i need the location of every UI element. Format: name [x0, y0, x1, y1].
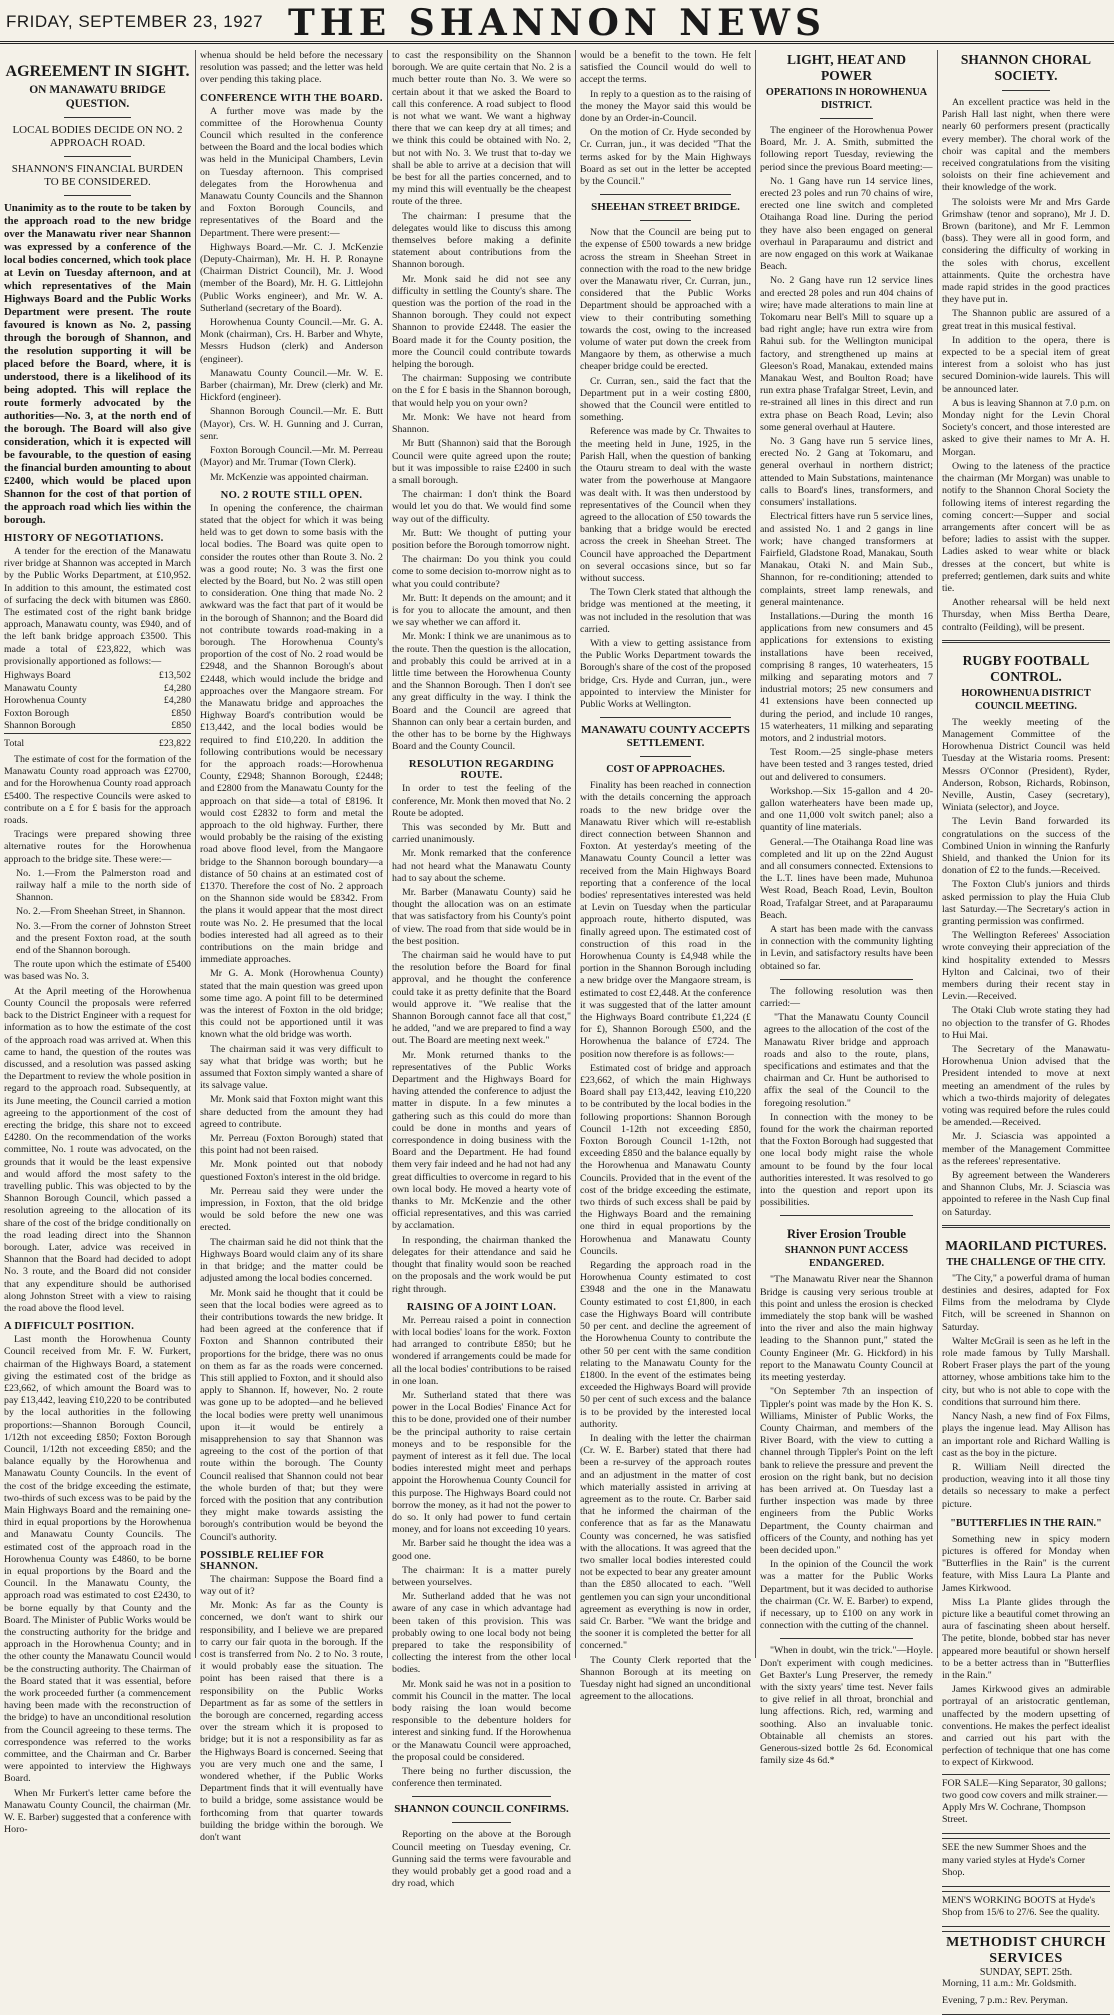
paragraph: Mr Butt (Shannon) said that the Borough Council were quite agreed upon the route; but it was impossible to raise £2400 in such a small borough. — [392, 438, 571, 486]
table-cell: Total — [4, 733, 139, 750]
article-subheadline: SHANNON PUNT ACCESS ENDANGERED. — [784, 1245, 909, 1270]
paragraph: In opening the conference, the chairman stated that the object for which it was being held was to get down to some basis with the local bodies. The Board was quite open to consider the routes other than Route 3. No. 2 was a good route; No. 3 was the first one elected by the Board, but No. 2 was still open to consideration. One thing that made No. 2 awkward was the fact that part of it would be in the borough of Shannon; and the Board did not contribute towards road-making in a borough. The Horowhenua County's proportion of the cost of No. 2 road would be £2948, and the Shannon Borough's about £2448, which would include the bridge and approaches over the Mangaore stream. For the Manawatu bridge and approaches the Highway Board's contribution would be £13,442, and the local bodies would be required to find £10,220. In addition the following contributions would be necessary for the approach roads:—Horowhenua County, £2948; Shannon Borough, £2448; and £2800 from the Manawatu County for the approach on that side—a total of £8196. It would cost £2832 to form and metal the approach to the old highway. Further, there would probably be the raising of the existing road above flood level, from the Mangaore bridge to the Shannon borough boundary—a distance of 50 chains at an estimated cost of £1370. Therefore the cost of No. 2 approach on the Shannon side would be £8342. From the plans it would appear that the most direct route was No. 2. He presumed that the local bodies interested had all agreed as to their contributions on the main bridge and immediate approaches. — [200, 502, 383, 966]
ad-text: SEE the new Summer Shoes and the many varied styles at Hyde's Corner Shop. — [942, 1842, 1087, 1878]
paragraph: The chairman said he did not think that the Highways Board would claim any of its share in that bridge; and the matter could be adjusted among the local bodies concerned. — [200, 1236, 383, 1285]
paragraph: This was seconded by Mr. Butt and carried unanimously. — [392, 821, 571, 846]
section-subheading: RAISING OF A JOINT LOAN. — [406, 1301, 557, 1313]
paragraph: The engineer of the Horowhenua Power Board, Mr. J. A. Smith, submitted the following report Tuesday, reviewing the period since the previous Board meeting:— — [760, 125, 933, 173]
paragraph: "The Manawatu River near the Shannon Bridge is causing very serious trouble at this point and unless the erosion is checked immediately the stop bank will be washed into the river and also the main highway leading to the Shannon punt," stated the County Engineer (Mr. G. Hickford) in his report to the Manawatu County Council at its meeting yesterday. — [760, 1274, 933, 1384]
paragraph: The soloists were Mr and Mrs Garde Grimshaw (tenor and soprano), Mr J. D. Brown (baritone), and Mr F. Lemmon (bass). They were all in good form, and considering the difficulty of working in the soles with chorus, excellent attainments. Quite the orchestra have made rapid strides in the good practices they have put in. — [942, 196, 1110, 306]
classified-ad — [942, 1891, 1110, 1927]
paragraph: When Mr Furkert's letter came before the Manawatu County Council, the chairman (Mr. W. E. Barber) suggested that a conference with Horo- — [4, 1787, 191, 1836]
divider — [820, 118, 873, 119]
paragraph: In reply to a question as to the raising of the money the Mayor said this would be done by an Order-in-Council. — [580, 88, 751, 125]
paragraph: Now that the Council are being put to the expense of £500 towards a new bridge across the stream in Sheehan Street in connection with the road to the new bridge over the Manawatu river, Cr. Curran, jun., considered that the Public Works Department should be approached with a view to their contributing something towards the cost, owing to the increased volume of water put down the creek from Mangaore by them, as otherwise a much cheaper bridge could be erected. — [580, 227, 751, 373]
table-cell: Horowhenua County — [4, 695, 87, 707]
paragraph: The chairman: Do you think you could come to some decision to-morrow night as to what you could contribute? — [392, 554, 571, 590]
section-subheading: A DIFFICULT POSITION. — [4, 1321, 135, 1333]
article-subheadline: THE CHALLENGE OF THE CITY. — [946, 1256, 1106, 1268]
church-notice — [942, 1931, 1110, 2014]
paragraph: Highways Board.—Mr. C. J. McKenzie (Deputy-Chairman), Mr. H. H. P. Ronayne (Chairman District Council), Mr. J. Wood (member of the Board), Mr. H. G. Littlejohn (Public Works engineer), and Mr. W. A. Sutherland (secretary of the Board). — [200, 241, 383, 314]
paragraph: Reporting on the above at the Borough Council meeting on Tuesday evening, Cr. Gunning said the terms were favourable and they would probably get a good road and a dry road, which — [392, 1829, 571, 1890]
paragraph: The weekly meeting of the Management Committee of the Horowhenua District Council was held Tuesday at the Wistaria rooms. Present: Messrs O'Connor (President), Ryder, Anderson, Robson, Richards, Robinson, Neville, Austin, Casey (secretary), Winiata (selector), and Joyce. — [942, 716, 1110, 814]
article-headline: SHANNON CHORAL SOCIETY. — [960, 52, 1092, 83]
paragraph: The chairman said it was very difficult to say what that bridge was worth; but he assumed that Foxton simply wanted a share of its salvage value. — [200, 1043, 383, 1092]
paragraph: Mr. Monk: I think we are unanimous as to the route. Then the question is the allocation, and probably this could be arrived at in a little time between the Horowhenua County and the Shannon Borough. Then I don't see any great difficulty in the way. I think the Board and the Council are agreed that Shannon can only bear a certain burden, and the other has to be borne by the Highways Board and the County Council. — [392, 631, 571, 753]
paragraph: Regarding the approach road in the Horowhenua County estimated to cost £3948 and the one in the Manawatu County estimated to cost £1,800, in each case the Highways Board will contribute 50 per cent. and decline the agreement of the Horowhenua County to contribute the other 50 per cent with the same condition relating to the Manawatu County for the £1800. In the event of the estimates being exceeded the Highways Board will provide 50 per cent of such excess and the balance is to be provided by the interested local authority. — [580, 1260, 751, 1430]
paragraph: The chairman: I don't think the Board would let you do that. We would find some way out of the difficulty. — [392, 489, 571, 525]
paragraph: The route upon which the estimate of £5400 was based was No. 3. — [4, 959, 191, 983]
paragraph: The chairman: It is a matter purely between yourselves. — [392, 1564, 571, 1588]
article-headline: RUGBY FOOTBALL CONTROL. — [962, 652, 1090, 684]
paragraph: Mr. Butt: It depends on the amount; and it is for you to allocate the amount, and then we say whether we can afford it. — [392, 592, 571, 629]
church-notice-service: Morning, 11 a.m.: Mr. Goldsmith. — [942, 1978, 1077, 1990]
divider — [600, 194, 731, 195]
paragraph: "The City," a powerful drama of human destinies and desires, adapted for Fox Films from the melodrama by Clyde Fitch, will be screened in Shannon on Saturday. — [942, 1272, 1110, 1333]
divider — [780, 1638, 913, 1639]
divider — [942, 1225, 1110, 1228]
section-subheading: NO. 2 ROUTE STILL OPEN. — [220, 489, 363, 501]
article-subheadline: COST OF APPROACHES. — [606, 764, 725, 776]
column-3 — [388, 50, 576, 1890]
divider — [640, 220, 691, 221]
article-headline: MAORILAND PICTURES. — [945, 1237, 1107, 1253]
divider — [942, 640, 1110, 643]
article-lead: Unanimity as to the route to be taken by the approach road to the new bridge over the Manawatu river near Shannon was expressed by a conference of the local bodies concerned, which took place at Levin on Tuesday afternoon, and at which representatives of the Main Highways Board and the Public Works Department were present. The route favoured is known as No. 2, passing through the borough of Shannon, and the resolution supporting it will be placed before the Board, where, it is understood, there is a likelihood of its being adopted. This will replace the route formerly advocated by the authorities—No. 3, at the north end of the borough. The Board will also give consideration, which it is expected will be favourable, to the question of easing the financial burden amounting to about £2400, which would be placed upon Shannon for the cost of that portion of the approach road which lies within the borough. — [4, 202, 191, 526]
paragraph: No. 3 Gang have run 5 service lines, erected No. 2 Gang at Tokomaru, and general overhaul in northern district; attended to Main Substations, maintenance calls to Board's lines, transformers, and consumers' installations. — [760, 436, 933, 509]
paragraph: Something new in spicy modern pictures is offered for Monday when "Butterflies in the Rain" is the current feature, with Miss Laura La Plante and James Kirkwood. — [942, 1533, 1110, 1594]
route-item: No. 1.—From the Palmerston road and railway half a mile to the north side of Shannon. — [16, 867, 191, 904]
table-cell: Foxton Borough — [4, 707, 70, 719]
paragraph: In dealing with the letter the chairman (Cr. W. E. Barber) stated that there had been a re-survey of the approach routes and an adjustment in the matter of cost which materially assisted in arriving at agreement as to the route. Cr. Barber said that he informed the chairman of the conference that as far as the Manawatu County was concerned, he was satisfied with the allocations. It was agreed that the two smaller local bodies interested could not be expected to bear any greater amount than the £850 allocated to each. "Well gentlemen you can sign your unconditional agreement as everything is now in order, said Cr. Barber. "We want the bridge and the sooner it is completed the better for all concerned." — [580, 1432, 751, 1652]
paragraph: A bus is leaving Shannon at 7.0 p.m. on Monday night for the Levin Choral Society's concert, and those interested are asked to give their names to Mr A. H. Morgan. — [942, 397, 1110, 458]
church-notice-service: Evening, 7 p.m.: Rev. Peryman. — [942, 1994, 1068, 2006]
article-headline: LIGHT, HEAT AND POWER — [787, 52, 906, 83]
divider — [780, 979, 913, 980]
paragraph: The chairman: Suppose the Board find a way out of it? — [200, 1573, 383, 1597]
table-cell: Highways Board — [4, 670, 71, 682]
paragraph: Mr. Monk: As far as the County is concerned, we don't want to shirk our responsibility, and I believe we are prepared to carry our fair quota in the borough. If the cost is transferred from No. 2 to No. 3 route, it would probably ease the situation. The point has been raised that there is a responsibility on the Public Works Department as far as some of the settlers in the borough are concerned, regarding access over the stream which it is proposed to bridge; but it is not a responsibility as far as the Highways Board is concerned. Seeing that you are very much one and the same, I wondered whether, if the Public Works Department finds that it will eventually have to build a bridge, some assistance would be forthcoming from that quarter towards building the bridge within the borough. We don't want — [200, 1600, 383, 1844]
resolution-quote: "That the Manawatu County Council agrees to the allocation of the cost of the Manawatu River bridge and approach roads and also to the route, plans, specifications and estimates and that the chairman and Cr. Hunt be authorised to affix the seal of the Council to the foregoing resolution." — [764, 1012, 929, 1109]
paragraph: Miss La Plante glides through the picture like a beautiful comet throwing an aura of fascinating sheen about herself. The petite, blonde, bobbed star has never appeared more beautiful or shown herself to be a better actress than in "Butterflies in the Rain." — [942, 1596, 1110, 1681]
paragraph: The Otaki Club wrote stating they had no objection to the transfer of G. Rhodes to Hui Mai. — [942, 1005, 1110, 1041]
paragraph: Mr. Perreau said they were under the impression, in Foxton, that the old bridge would be sold before the new one was erected. — [200, 1185, 383, 1234]
paragraph: Mr. Monk: We have not heard from Shannon. — [392, 411, 571, 436]
paragraph: Test Room.—25 single-phase meters have been tested and 3 ranges tested, dried out and delivered to consumers. — [760, 747, 933, 783]
paragraph: Reference was made by Cr. Thwaites to the meeting held in June, 1925, in the Parish Hall, when the question of banking the Otauru stream to deal with the waste water from the powerhouse at Mangaore was dealt with. It was then understood by representatives of the Council when they agreed to the allocation of £50 towards the banking that a bridge would be erected across the creek in Sheehan Street. The Council have approached the Department on several occasions since, but so far without success. — [580, 426, 751, 584]
article-deck: LOCAL BODIES DECIDE ON NO. 2 APPROACH ROAD. — [12, 124, 183, 149]
paragraph: Mr. Perreau raised a point in connection with local bodies' loans for the work. Foxton had arranged to contribute £850; but he wondered if arrangements could be made for all the local bodies' contributions to be raised in one loan. — [392, 1314, 571, 1387]
paragraph: Electrical fitters have run 5 service lines, and assisted No. 1 and 2 gangs in line work; have changed transformers at Fairfield, Gladstone Road, Manakau, South Manakau, Otaki N. and Main Sub., Shannon, for re-conditioning; attended to complaints, street lamp renewals, and general maintenance. — [760, 511, 933, 608]
church-notice-title: METHODIST CHURCH SERVICES — [946, 1935, 1106, 1967]
table-cell: £4,280 — [163, 695, 191, 707]
paragraph: Mr G. A. Monk (Horowhenua County) stated that the main question was greed upon some time ago. A point fill to be determined was the interest of Foxton in the old bridge; this could not be apportioned until it was known what the old bridge was worth. — [200, 968, 383, 1041]
paragraph: Mr. Monk returned thanks to the representatives of the Public Works Department and the Highways Board for having attended the conference to adjust the matter in dispute. In a few minutes a gathering such as this could do more than could be done in months and years of correspondence in doing business with the Board and the Department. He had found them very fair indeed and he had not had any great difficulties to overcome in regard to his own local body. He moved a hearty vote of thanks to Mr. McKenzie and the other official representatives, and this was carried by acclamation. — [392, 1049, 571, 1232]
paragraph: Nancy Nash, a new find of Fox Films, plays the ingenue lead. May Allison has an important role and Richard Walling is cast as the boy in the picture. — [942, 1411, 1110, 1459]
table-row — [4, 683, 191, 696]
paragraph: In connection with the money to be found for the work the chairman reported that the Foxton Borough had suggested that one local body might raise the whole amount to be found by the four local authorities interested. It was resolved to go into the question and report upon its possibilities. — [760, 1111, 933, 1209]
paragraph: to cast the responsibility on the Shannon borough. We are quite certain that No. 2 is a much better route than No. 3. We were so certain about it that we asked the Board to call this conference. A road subject to flood is not what we want. We want a highway there that we can keep dry at all times; and we think this could be obtained with No. 2, but not with No. 3. We trust that to-day we shall be able to arrive at a decision that will be best for all the parties concerned, and to my mind this will eventually be the cheapest route of the three. — [392, 50, 571, 208]
paragraph: Mr. Butt: We thought of putting your position before the Borough tomorrow night. — [392, 527, 571, 551]
divider — [64, 195, 131, 196]
paragraph: Finality has been reached in connection with the details concerning the approach roads to the new bridge over the Manawatu River which will re-establish direct connection between Shannon and Foxton. At yesterday's meeting of the Manawatu County Council a letter was received from the Main Highways Board reporting that a conference of the local bodies' representatives interested was held at Levin on Tuesday when the particular approach route, hitherto disputed, was finally agreed upon. The estimated cost of construction of this road in the Horowhenua County is £4,948 while the portion in the Shannon Borough including a new bridge over the Mangaore stream, is estimated to cost £2,448. At the conference it was suggested that of the latter amount the Highways Board contribute £1,224 (£ for £), Shannon Borough £500, and the Horowhenua the balance of £724. The position now therefore is as follows:— — [580, 780, 751, 1060]
paragraph: Mr. J. Sciascia was appointed a member of the Management Committee as the referees' representative. — [942, 1131, 1110, 1167]
paragraph: The chairman: Supposing we contribute on the £ for £ basis in the Shannon borough, that would help you on your own? — [392, 373, 571, 409]
paragraph: R. William Neill directed the production, weaving into it all those tiny details so necessary to make a perfect picture. — [942, 1461, 1110, 1510]
paragraph: In addition to the opera, there is expected to be a special item of great interest from a soloist who has just secured Dominion-wide laurels. This will be announced later. — [942, 334, 1110, 395]
paragraph: Mr. McKenzie was appointed chairman. — [210, 471, 369, 483]
paragraph: Installations.—During the month 16 applications from new consumers and 45 applications for extensions to existing installations have been received, comprising 8 ranges, 10 waterheaters, 15 milking and separating motors and 7 industrial motors; 25 new consumers and 41 extensions have been connected up during the period, and include 10 ranges, 15 waterheaters, 11 milking and separating motors, and 2 industrial motors. — [760, 610, 933, 744]
advertisement: "When in doubt, win the trick."—Hoyle. Don't experiment with cough medicines. Get Baxter's Lung Preserver, the remedy with the sixty years' time test. Never fails to give relief in all throat, bronchial and lung affections. Rich, red, warming and soothing. Also an invaluable tonic. Obtainable all chemists an stores. Generous-sized bottle 2s 6d. Economical family size 4s 6d.* — [760, 1645, 933, 1767]
paragraph: The Shannon public are assured of a great treat in this musical festival. — [942, 308, 1110, 332]
paragraph: Another rehearsal will be held next Thursday, when Miss Bertha Deare, contralto (Feilding), will be present. — [942, 597, 1110, 633]
paragraph: By agreement between the Wanderers and Shannon Clubs, Mr. J. Sciascia was appointed to referee in the Nash Cup final on Saturday. — [942, 1170, 1110, 1218]
paragraph: Mr. Sutherland added that he was not aware of any case in which advantage had been taken of this provision. This was probably owing to one local body not being prepared to take the responsibility of collecting the interest from the other local bodies. — [392, 1591, 571, 1676]
article-subheadline: OPERATIONS IN HOROWHENUA DISTRICT. — [765, 87, 928, 111]
paragraph: The Foxton Club's juniors and thirds asked permission to play the Huia Club last Saturday.—The Secretary's action in granting permission was confirmed. — [942, 879, 1110, 927]
article-deck: SHANNON'S FINANCIAL BURDEN TO BE CONSIDERED. — [11, 163, 184, 188]
newspaper-title: THE SHANNON NEWS — [287, 2, 827, 44]
paragraph: The estimate of cost for the formation of the Manawatu County road approach was £2700, and for the Horowhenua County road approach £5400. The respective Councils were asked to contribute on a £ for £ basis for the approach roads. — [4, 754, 191, 827]
article-headline: SHEEHAN STREET BRIDGE. — [591, 201, 740, 214]
table-cell: £4,280 — [163, 682, 191, 694]
paragraph: A tender for the erection of the Manawatu river bridge at Shannon was accepted in March by the Public Works Department, at £10,952. In addition to this amount, the estimated cost of surfacing the deck with bitumen was £860. The estimated cost of the right bank bridge approach, Manawatu county, was £940, and of the left bank bridge approach £3500. This made a total of £23,822, which was provisionally apportioned as follows:— — [4, 546, 191, 667]
divider — [1002, 90, 1050, 91]
classified-ad — [942, 1838, 1110, 1887]
paragraph: whenua should be held before the necessary resolution was passed; and the letter was held over pending this taking place. — [200, 50, 383, 86]
paragraph: With a view to getting assistance from the Public Works Department towards the Borough's share of the cost of the proposed bridge, Crs. Hyde and Curran, jun., were appointed to interview the Minister for Public Works at Wellington. — [580, 637, 751, 710]
paragraph: Workshop.—Six 15-gallon and 4 20-gallon waterheaters have been made up, and one 11,000 volt switch panel; also a quantity of line materials. — [760, 785, 933, 834]
section-subheading: POSSIBLE RELIEF FOR SHANNON. — [200, 1549, 325, 1572]
table-row — [4, 720, 191, 733]
article-headline: MANAWATU COUNTY ACCEPTS SETTLEMENT. — [581, 724, 750, 750]
section-subheading: "BUTTERFLIES IN THE RAIN." — [950, 1517, 1102, 1529]
paragraph: Tracings were prepared showing three alternative routes for the Horowhenua approach to the bridge site. These were:— — [4, 829, 191, 865]
paragraph: No. 2 Gang have run 12 service lines and erected 28 poles and run 404 chains of wire; have made alterations to main line at Tokomaru near Bell's Mill to square up a bad right angle; have run extra wire from Rahui sub. for the Wellington municipal factory, and strengthened up mains at Gleeson's Road, Manakau, extended mains Manakau West, and Boulton Road; have run extra phase Trafalgar Street, Levin, and re-strained all lines in this direct and run extra phase on Beach Road, Levin; also some general overhaul at Hautere. — [760, 275, 933, 433]
paragraph: At the April meeting of the Horowhenua County Council the proposals were referred back to the District Engineer with a request for information as to how the estimate of the cost of the approach road was arrived at. When this came to hand, the question of the routes was discussed, and a resolution was passed asking the Department to review the whole position in regard to the approach road. Subsequently, at its June meeting, the Council carried a motion agreeing to the apportionment of the cost of erecting the bridge, this share not to exceed £4280. On the recommendation of the works committee, No. 1 route was advocated, on the grounds that it would be the least expensive and would afford the most safety to the travelling public. This was objected to by the Shannon Borough Council, which passed a resolution agreeing to the allocation of its share of the cost of the bridge conditionally on the road leading direct into the Shannon borough. Later, advice was received in Shannon that the Board had decided to adopt No. 3 route, and the Board did not consider that any expenditure should be authorised along Johnston Street with a view to raising the road above the flood level. — [4, 985, 191, 1314]
paragraph: The chairman said he would have to put the resolution before the Board for final approval, and he thought the conference could take it as pretty definite that the Board would approve it. "We realise that the Shannon Borough cannot face all that cost," he added, "and we are prepared to find a way out. The Board are meeting next week." — [392, 950, 571, 1047]
paragraph: Owing to the lateness of the practice the chairman (Mr Morgan) was unable to notify to the Shannon Choral Society the following items of interest regarding the coming concert:—Supper and social arrangements after concert will be as before; ladies to assist with the supper. Ladies asked to wear white or black dresses at the concert, but white is preferred; gentlemen, dark suits and white tie. — [942, 460, 1110, 594]
article-headline: AGREEMENT IN SIGHT. — [5, 63, 190, 80]
paragraph: "On September 7th an inspection of Tippler's point was made by the Hon K. S. Williams, Minister of Public Works, the County Chairman, and members of the River Board, with the view to cutting a channel through Tippler's Point on the left bank to relieve the pressure and prevent the erosion on the right bank, but no decision has been arrived at. On Tuesday last a further inspection was made by three engineers from the Public Works Department, the County chairman and officers of the County, and nothing has yet been decided upon." — [760, 1386, 933, 1556]
paragraph: The Wellington Referees' Association wrote conveying their appreciation of the kind hospitality extended to Messrs Hylton and Calcinai, two of their members during their recent stay in Levin.—Received. — [942, 930, 1110, 1003]
divider — [64, 117, 131, 118]
paragraph: Mr. Sutherland stated that there was power in the Local Bodies' Finance Act for this to be done, provided one of their number be the principal authority to raise certain moneys and to be responsible for the payment of interest as it fell due. The local bodies interested might meet and perhaps appoint the Horowhenua County Council for this purpose. The Highways Board could not borrow the money, as it had not the power to do so. It only had power to fund certain money, and for loans not exceeding 10 years. — [392, 1389, 571, 1536]
paragraph: In the opinion of the Council the work was a matter for the Public Works Department, but it was decided to authorise the chairman (Cr. W. E. Barber) to expend, if necessary, up to £100 on any work in connection with the cutting of the channel. — [760, 1559, 933, 1632]
section-subheading: CONFERENCE WITH THE BOARD. — [200, 92, 383, 104]
route-item: No. 2.—From Sheehan Street, in Shannon. — [16, 906, 186, 918]
column-1 — [0, 50, 196, 1836]
divider — [780, 1215, 913, 1216]
table-cell: Manawatu County — [4, 682, 78, 694]
article-headline: River Erosion Trouble — [786, 1227, 906, 1242]
table-cell: Shannon Borough — [4, 720, 76, 732]
paragraph: The Town Clerk stated that although the bridge was mentioned at the meeting, it was not included in the resolution that was carried. — [580, 587, 751, 635]
paragraph: A start has been made with the canvass in connection with the community lighting in Levin, and satisfactory results have been obtained so far. — [760, 924, 933, 972]
paragraph: Mr. Perreau (Foxton Borough) stated that this point had not been raised. — [200, 1133, 383, 1157]
column-2 — [196, 50, 388, 1844]
divider — [640, 756, 691, 757]
paragraph: Horowhenua County Council.—Mr. G. A. Monk (chairman), Crs. H. Barber and Whyte, Messrs Hudson (clerk) and Anderson (engineer). — [200, 317, 383, 365]
paragraph: The County Clerk reported that the Shannon Borough at its meeting on Tuesday night had signed an unconditional agreement to the allocations. — [580, 1654, 751, 1703]
paragraph: Shannon Borough Council.—Mr. E. Butt (Mayor), Crs. W. H. Gunning and J. Curran, senr. — [200, 406, 383, 442]
table-total-row — [4, 733, 191, 750]
ad-text: FOR SALE—King Separator, 30 gallons; two good cow covers and milk strainer.—Apply Mrs W. Cochrane, Thompson Street. — [942, 1777, 1108, 1826]
paragraph: The Secretary of the Manawatu-Horowhenua Union advised that the President intended to move at next meeting an amendment of the rules by which a two-thirds majority of delegates voting was required before the rules could be amended.—Received. — [942, 1044, 1110, 1129]
paragraph: There being no further discussion, the conference then terminated. — [392, 1766, 571, 1790]
ad-text: MEN'S WORKING BOOTS at Hyde's Shop from 15/6 to 27/6. See the quality. — [942, 1895, 1100, 1919]
table-row — [4, 708, 191, 721]
column-6 — [938, 50, 1114, 2006]
route-item: No. 3.—From the corner of Johnston Street and the present Foxton road, at the south end of the Shannon borough. — [16, 920, 191, 957]
paragraph: The following resolution was then carried:— — [760, 985, 933, 1010]
paragraph: James Kirkwood gives an admirable portrayal of an aristocratic gentleman, unaffected by the modern upsetting of conventions. He makes the perfect idealist and carried out his part with the perfection of technique that one has come to expect of Kirkwood. — [942, 1684, 1110, 1769]
column-4 — [576, 50, 756, 1703]
cost-table — [4, 670, 191, 750]
paragraph: Mr. Monk remarked that the conference had not heard what the Manawatu County had to say about the scheme. — [392, 848, 571, 884]
paragraph: No. 1 Gang have run 14 service lines, erected 23 poles and run 70 chains of wire, erected one line switch and completed Otaihanga Road line. During the period they have also been engaged on general overhaul in Paraparaumu and district and are now engaged on this work at Waikanae Beach. — [760, 175, 933, 273]
paragraph: Cr. Curran, sen., said the fact that the Department put in a weir costing £800, showed that the Council were entitled to something. — [580, 375, 751, 424]
paragraph: Mr. Barber (Manawatu County) said he thought the allocation was on an estimate that was satisfactory from his County's point of view. The road from that side would be in the best position. — [392, 887, 571, 947]
paragraph: On the motion of Cr. Hyde seconded by Cr. Curran, jun., it was decided "That the terms asked for by the Main Highways Board as set out in the letter be accepted by the Council." — [580, 127, 751, 188]
table-cell: £850 — [171, 707, 191, 719]
paragraph: The Levin Band forwarded its congratulations on the success of the Combined Union in winning the Ranfurly Shield, and thanked the Union for its donation of £2 to the funds.—Received. — [942, 816, 1110, 877]
paragraph: Mr. Monk said he was not in a position to commit his Council in the matter. The local body raising the loan would become responsible to the debenture holders for interest and sinking fund. If the Horowhenua or the Manawatu Council were approached, the proposal could be considered. — [392, 1678, 571, 1763]
divider — [452, 1822, 511, 1823]
paragraph: Estimated cost of bridge and approach £23,662, of which the main Highways Board shall pay £13,442, leaving £10,220 to be contributed by the local bodies in the following proportions: Shannon Borough Council 1-12th not exceeding £850, Foxton Borough Council 1-12th, not exceeding £850 and the balance equally by the Horowhenua and Manawatu County Councils. Provided that in the event of the cost of the bridge exceeding the estimate, two thirds of such excess shall be paid by the Highways Board and the remaining one third in equal proportions by the Horowhenua and Manawatu County Councils. — [580, 1062, 751, 1257]
paragraph: General.—The Otaihanga Road line was completed and lit up on the 22nd August and all consumers connected. Extensions to the L.T. lines have been made, Muhunoa West Road, Beach Road, Levin, Boulton Road, Trafalgar Street, and at Paraparaumu Beach. — [760, 836, 933, 921]
paragraph: Foxton Borough Council.—Mr. M. Perreau (Mayor) and Mr. Trumar (Town Clerk). — [200, 445, 383, 469]
table-cell: £13,502 — [158, 670, 191, 682]
paragraph: Last month the Horowhenua County Council received from Mr. F. W. Furkert, chairman of the Highways Board, a statement giving the estimated cost of the bridge as £23,662, of which amount the Board was to pay £13,442, leaving £10,220 to be contributed by the local authorities in the following proportions:—Shannon Borough Council, 1/12th not exceeding £850; Foxton Borough Council, 1/12th not exceeding £850; and the balance equally by the Horowhenua and Manawatu County Councils. In the event of the cost of the bridge exceeding the estimate, two-thirds of such excess was to be paid by the Main Highways Board and the remaining one-third in equal proportions by the Horowhenua and Manawatu County Councils. The estimated cost of the approach road in the Horowhenua County was £4860, to be borne in equal proportions by the Board and the Council. In the Manawatu County, the approach road was estimated to cost £2430, to be borne equally by that County and the Board. The Minister of Public Works would be the constructing authority for the bridge and approach in the Horowhenua County; and in the other county the Manawatu Council would be the constructing authority. The Chairman of the Board stated that it was essential, before the work proceeded further (a commencement having been made with the reconstruction of the bridge) to have an unconditional resolution from the Council agreeing to these terms. The correspondence was referred to the works committee, and the Chairman and Cr. Barber were appointed to interview the Highways Board. — [4, 1334, 191, 1785]
divider — [600, 717, 731, 718]
paragraph: Walter McGrail is seen as he left in the role made famous by Tully Marshall. Robert Fraser plays the part of the young attorney, whose ambitions take him to the city, but who is not able to cope with the conditions that surround him there. — [942, 1335, 1110, 1408]
table-row — [4, 695, 191, 708]
paragraph: Mr. Monk pointed out that nobody questioned Foxton's interest in the old bridge. — [200, 1159, 383, 1183]
section-subheading: RESOLUTION REGARDING ROUTE. — [408, 759, 555, 782]
issue-date: FRIDAY, SEPTEMBER 23, 1927 — [6, 12, 264, 31]
article-headline: SHANNON COUNCIL CONFIRMS. — [394, 1803, 569, 1816]
paragraph: Mr. Monk said he did not see any difficulty in settling the County's share. The question was the portion of the road in the Shannon borough. They could not expect Shannon to provide £2448. The easier the Board made it for the County position, the more the Council could contribute towards helping the borough. — [392, 273, 571, 371]
divider — [412, 1796, 551, 1797]
column-5 — [756, 50, 938, 1767]
divider — [64, 156, 131, 157]
table-row — [4, 670, 191, 683]
article-subheadline: ON MANAWATU BRIDGE QUESTION. — [29, 84, 166, 110]
classified-ad — [942, 1774, 1110, 1835]
table-cell: £23,822 — [139, 733, 191, 750]
paragraph: would be a benefit to the town. He felt satisfied the Council would do well to accept the terms. — [580, 50, 751, 86]
paragraph: Mr. Barber said he thought the idea was a good one. — [392, 1538, 571, 1562]
paragraph: The chairman: I presume that the delegates would like to discuss this among themselves before making a definite statement about contributions from the Shannon borough. — [392, 210, 571, 271]
paragraph: An excellent practice was held in the Parish Hall last night, when there were nearly 60 performers present (practically every member). The choral work of the choir was capital and the members received congratulations from the visiting soloists on their fine achievement and their knowledge of the work. — [942, 97, 1110, 194]
article-subheadline: HOROWHENUA DISTRICT COUNCIL MEETING. — [961, 687, 1091, 712]
paragraph: In responding, the chairman thanked the delegates for their attendance and said he thought that finality would soon be reached on the proposals and the work would be put right through. — [392, 1234, 571, 1295]
paragraph: Manawatu County Council.—Mr. W. E. Barber (chairman), Mr. Drew (clerk) and Mr. Hickford (engineer). — [200, 367, 383, 404]
paragraph: Mr. Monk said he thought that it could be seen that the local bodies were agreed as to their contributions towards the new bridge. It had been agreed at the conference that if Foxton and Shannon contributed their proportions for the bridge, there was no onus on them as far as the roads were concerned. This still applied to Foxton, and it should also apply to Shannon. If, however, No. 2 route was gone up to be adopted—and he believed the local bodies were pretty well unanimous upon it—it would be entirely a misapprehension to say that Shannon was agreeing to the cost of the portion of that route within the borough. The County Council realised that Shannon could not bear the whole burden of that; but they were forced with the position that any contribution they might make towards assisting the borough's contribution would be beyond the Council's authority. — [200, 1287, 383, 1543]
paragraph: In order to test the feeling of the conference, Mr. Monk then moved that No. 2 Route be adopted. — [392, 783, 571, 819]
paragraph: A further move was made by the committee of the Horowhenua County Council which resulted in the conference between the Board and the local bodies which was held in the Municipal Chambers, Levin on Tuesday afternoon. This comprised delegates from the Horowhenua and Manawatu County Councils and the Shannon and Foxton Borough Councils, and representatives of the Board and the Department. There were present:— — [200, 105, 383, 239]
table-cell: £850 — [171, 720, 191, 732]
church-notice-date: SUNDAY, SEPT. 25th. — [979, 1967, 1073, 1979]
masthead — [0, 0, 1114, 44]
paragraph: Mr. Monk said that Foxton might want this share deducted from the amount they had agreed to contribute. — [200, 1094, 383, 1130]
section-subheading: HISTORY OF NEGOTIATIONS. — [4, 533, 164, 544]
newspaper-page — [0, 50, 1114, 2006]
